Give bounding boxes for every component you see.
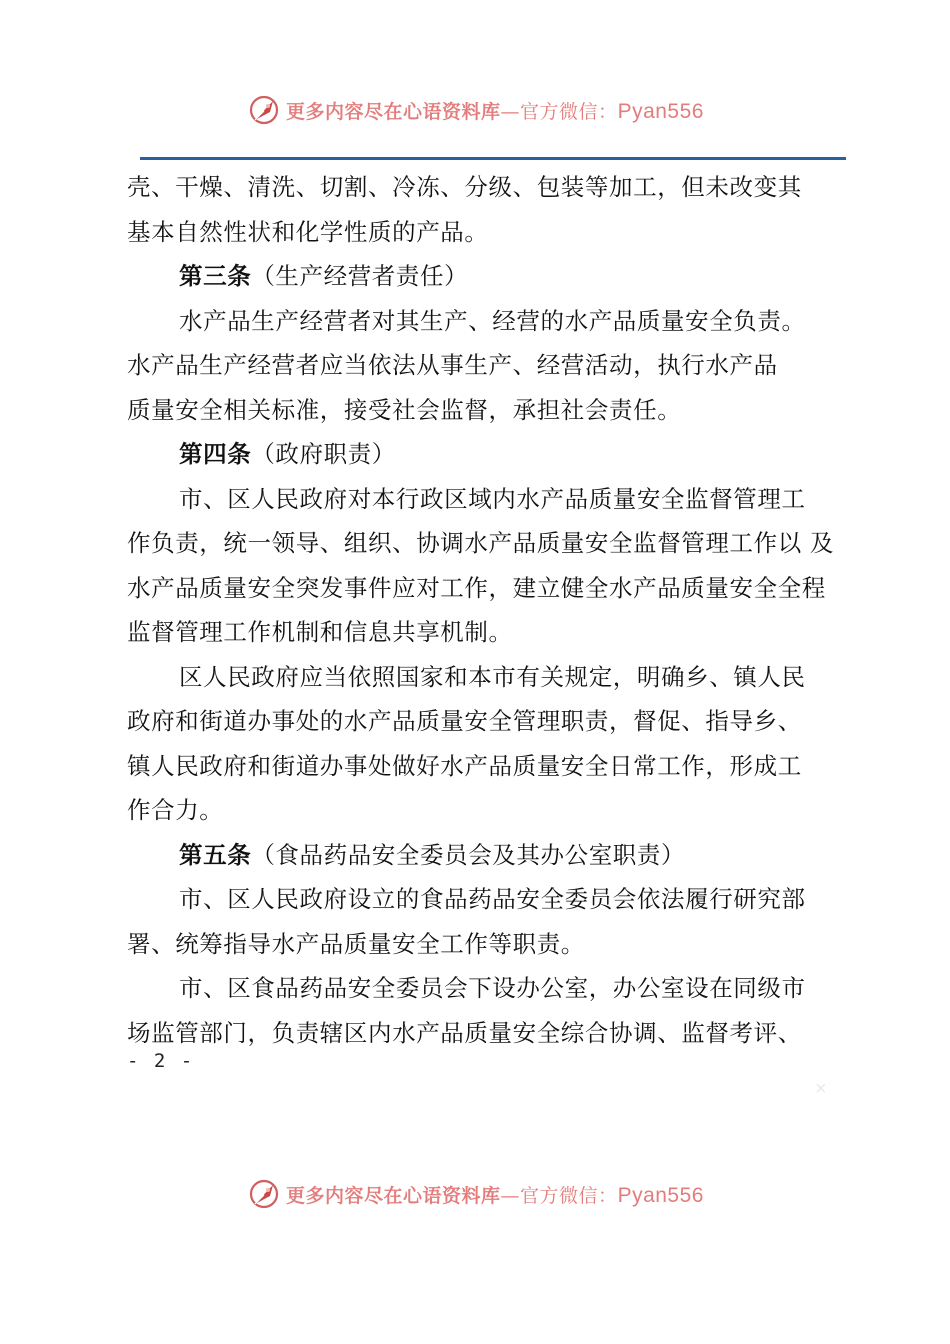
- line-text: 市、区人民政府对本行政区域内水产品质量安全监督管理工: [179, 484, 806, 513]
- text-line: [127, 610, 843, 655]
- text-line: [127, 877, 843, 922]
- banner-site-name: 更多内容尽在心语资料库: [286, 1184, 501, 1207]
- text-line: [127, 299, 843, 344]
- line-text: 作负责，统一领导、组织、协调水产品质量安全监督管理工作以 及: [127, 529, 834, 557]
- document-body: [127, 165, 843, 1055]
- text-line: [127, 699, 843, 744]
- article-title: （政府职责）: [251, 440, 396, 468]
- line-text: 镇人民政府和街道办事处做好水产品质量安全日常工作，形成工: [127, 751, 802, 780]
- text-line: [127, 210, 843, 255]
- article-heading: [127, 833, 843, 878]
- line-text: 质量安全相关标准，接受社会监督，承担社会责任。: [127, 395, 682, 424]
- page-number: - 2 -: [127, 1050, 195, 1072]
- banner-wechat-label: 官方微信：: [520, 1184, 618, 1207]
- banner-dash: —: [500, 1184, 521, 1207]
- text-line: [127, 1011, 843, 1056]
- text-line: [127, 521, 843, 566]
- banner-site-name: 更多内容尽在心语资料库: [286, 100, 501, 123]
- quill-pen-logo-icon: [246, 1176, 282, 1212]
- text-line: [127, 744, 843, 789]
- banner-text: [286, 97, 704, 124]
- line-text: 水产品质量安全突发事件应对工作，建立健全水产品质量安全全程: [127, 573, 826, 602]
- line-text: 水产品生产经营者对其生产、经营的水产品质量安全负责。: [179, 306, 806, 335]
- article-heading: [127, 254, 843, 299]
- line-text: 场监管部门，负责辖区内水产品质量安全综合协调、监督考评、: [127, 1018, 802, 1047]
- article-number: 第三条: [179, 262, 252, 290]
- text-line: [127, 922, 843, 967]
- quill-pen-logo-icon: [246, 92, 282, 128]
- text-line: [127, 343, 843, 388]
- faint-mark: ×: [815, 1078, 827, 1100]
- banner-wechat-id: Pyan556: [617, 99, 704, 123]
- text-line: [127, 477, 843, 522]
- banner-wechat-id: Pyan556: [617, 1183, 704, 1207]
- article-number: 第五条: [179, 840, 252, 869]
- line-text: 区人民政府应当依照国家和本市有关规定，明确乡、镇人民: [179, 662, 806, 691]
- line-text: 作合力。: [127, 796, 224, 824]
- text-line: [127, 655, 843, 700]
- text-line: [127, 788, 843, 833]
- article-title: （生产经营者责任）: [251, 262, 469, 290]
- line-text: 水产品生产经营者应当依法从事生产、经营活动，执行水产品: [127, 351, 778, 379]
- text-line: [127, 165, 843, 210]
- article-title: （食品药品安全委员会及其办公室职责）: [251, 840, 686, 869]
- text-line: [127, 388, 843, 433]
- line-text: 市、区人民政府设立的食品药品安全委员会依法履行研究部: [179, 885, 806, 913]
- line-text: 监督管理工作机制和信息共享机制。: [127, 618, 513, 646]
- header-rule: [140, 157, 846, 160]
- text-line: [127, 966, 843, 1011]
- banner-text: [286, 1181, 704, 1208]
- line-text: 政府和街道办事处的水产品质量安全管理职责，督促、指导乡、: [127, 707, 802, 735]
- line-text: 市、区食品药品安全委员会下设办公室，办公室设在同级市: [179, 974, 806, 1002]
- banner-dash: —: [500, 100, 521, 123]
- article-number: 第四条: [179, 440, 252, 468]
- banner-wechat-label: 官方微信：: [520, 100, 618, 123]
- line-text: 基本自然性状和化学性质的产品。: [127, 217, 489, 246]
- footer-banner: [0, 1172, 950, 1216]
- article-heading: [127, 432, 843, 477]
- line-text: 壳、干燥、清洗、切割、冷冻、分级、包装等加工，但未改变其: [127, 173, 802, 201]
- line-text: 署、统筹指导水产品质量安全工作等职责。: [127, 929, 585, 958]
- header-banner: [0, 88, 950, 132]
- text-line: [127, 566, 843, 611]
